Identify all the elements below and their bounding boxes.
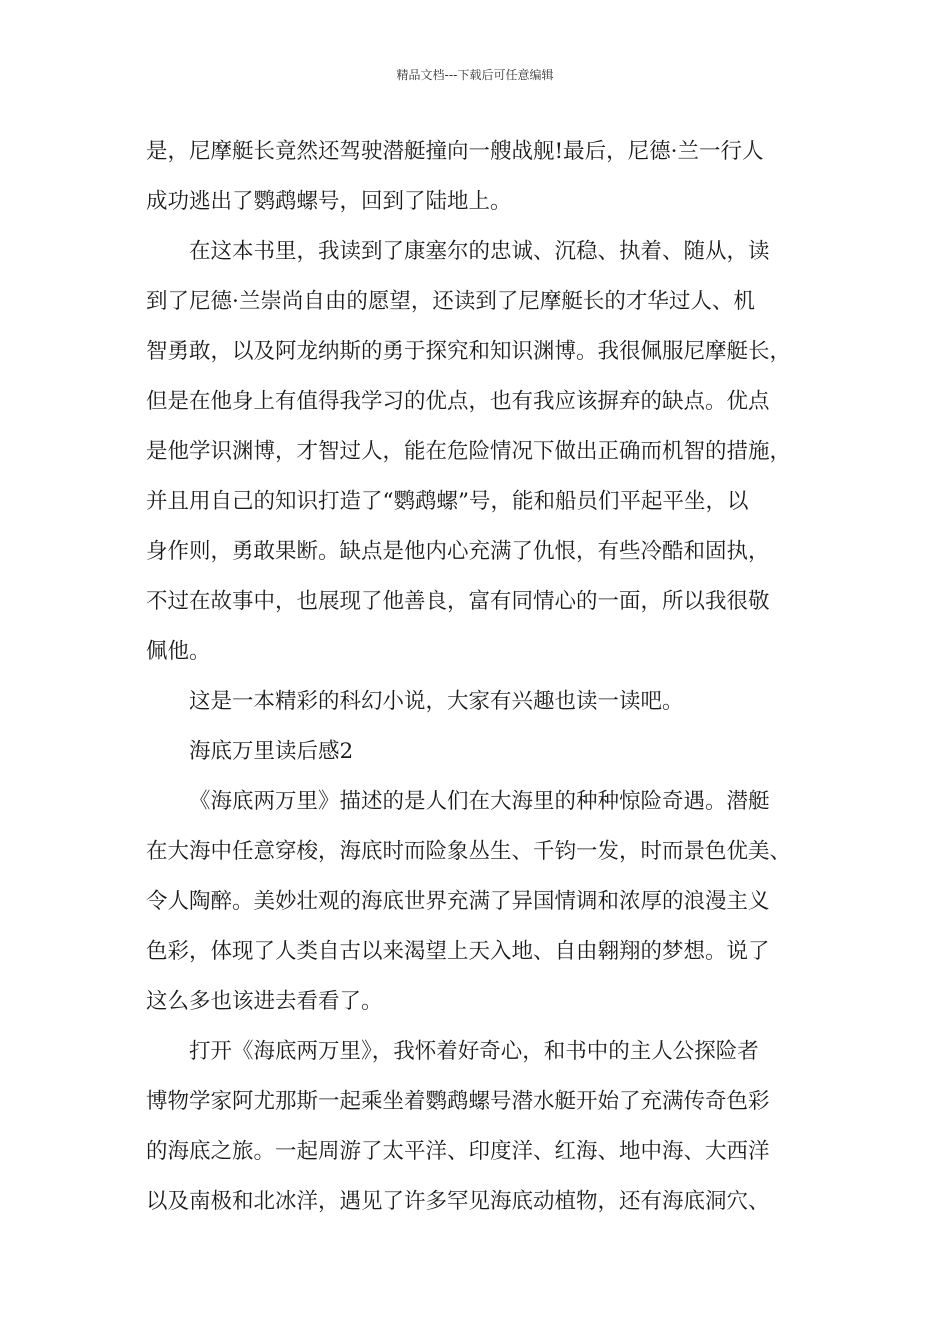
text-line: 智勇敢，以及阿龙纳斯的勇于探究和知识渊博。我很佩服尼摩艇长，: [146, 339, 792, 364]
page-header: 精品文档---下载后可任意编辑: [396, 68, 554, 82]
text-line: 到了尼德·兰崇尚自由的愿望，还读到了尼摩艇长的才华过人、机: [146, 289, 755, 314]
text-line: 是他学识渊博，才智过人，能在危险情况下做出正确而机智的措施，: [146, 439, 792, 464]
text-line: 身作则，勇敢果断。缺点是他内心充满了仇恨，有些冷酷和固执，: [146, 539, 770, 564]
text-line: 博物学家阿尤那斯一起乘坐着鹦鹉螺号潜水艇开始了充满传奇色彩: [146, 1089, 770, 1114]
text-line: 这是一本精彩的科幻小说，大家有兴趣也读一读吧。: [189, 689, 684, 714]
text-line: 是，尼摩艇长竟然还驾驶潜艇撞向一艘战舰!最后，尼德·兰一行人: [146, 139, 764, 164]
text-line: 佩他。: [146, 639, 211, 664]
text-line: 的海底之旅。一起周游了太平洋、印度洋、红海、地中海、大西洋: [146, 1139, 770, 1164]
text-line: 但是在他身上有值得我学习的优点，也有我应该摒弃的缺点。优点: [146, 389, 770, 414]
section-heading: 海底万里读后感2: [189, 739, 354, 764]
text-line: 打开《海底两万里》，我怀着好奇心，和书中的主人公探险者: [189, 1039, 759, 1064]
text-line: 色彩，体现了人类自古以来渴望上天入地、自由翱翔的梦想。说了: [146, 939, 770, 964]
text-line: 《海底两万里》描述的是人们在大海里的种种惊险奇遇。潜艇: [189, 789, 770, 814]
text-line: 以及南极和北冰洋，遇见了许多罕见海底动植物，还有海底洞穴、: [146, 1189, 770, 1214]
text-line: 在大海中任意穿梭，海底时而险象丛生、千钧一发，时而景色优美、: [146, 839, 792, 864]
text-line: 在这本书里，我读到了康塞尔的忠诚、沉稳、执着、随从，读: [189, 239, 770, 264]
text-line: 不过在故事中，也展现了他善良，富有同情心的一面，所以我很敬: [146, 589, 770, 614]
text-line: 令人陶醉。美妙壮观的海底世界充满了异国情调和浓厚的浪漫主义: [146, 889, 770, 914]
text-line: 并且用自己的知识打造了“鹦鹉螺”号，能和船员们平起平坐，以: [146, 489, 749, 514]
text-line: 这么多也该进去看看了。: [146, 989, 383, 1014]
text-line: 成功逃出了鹦鹉螺号，回到了陆地上。: [146, 189, 512, 214]
